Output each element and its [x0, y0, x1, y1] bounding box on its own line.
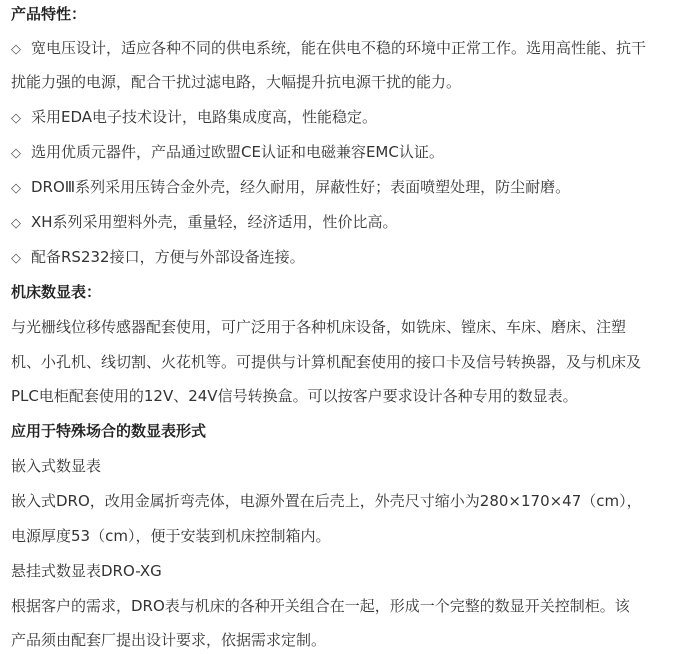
feature-item	[11, 247, 685, 269]
features-heading: 产品特性：	[11, 5, 87, 23]
machine-paragraph-line: 机、小孔机、线切割、火花机等。可提供与计算机配套使用的接口卡及信号转换器，及与机床及	[11, 353, 642, 371]
diamond-bullet-icon: ◇	[11, 251, 21, 266]
embedded-title: 嵌入式数显表	[11, 457, 102, 475]
diamond-bullet-icon: ◇	[11, 181, 21, 196]
feature-text: 选用优质元器件，产品通过欧盟CE认证和电磁兼容EMC认证。	[31, 143, 444, 161]
special-heading: 应用于特殊场合的数显表形式	[11, 422, 207, 440]
hanging-paragraph-line: 产品须由配套厂提出设计要求，依据需求定制。	[11, 631, 327, 649]
feature-item	[11, 177, 685, 199]
diamond-bullet-icon: ◇	[11, 216, 21, 231]
diamond-bullet-icon: ◇	[11, 146, 21, 161]
feature-text: DROⅢ系列采用压铸合金外壳，经久耐用，屏蔽性好；表面喷塑处理，防尘耐磨。	[31, 178, 571, 196]
machine-paragraph-line: 与光栅线位移传感器配套使用，可广泛用于各种机床设备，如铣床、镗床、车床、磨床、注塑	[11, 318, 627, 336]
hanging-paragraph-line: 根据客户的需求，DRO表与机床的各种开关组合在一起，形成一个完整的数显开关控制柜。该	[11, 597, 630, 615]
machine-heading: 机床数显表：	[11, 283, 102, 301]
machine-paragraph-line: PLC电柜配套使用的12V、24V信号转换盒。可以按客户要求设计各种专用的数显表。	[11, 387, 578, 405]
feature-item	[11, 38, 685, 60]
feature-item	[11, 212, 685, 234]
feature-item-continuation: 扰能力强的电源，配合干扰过滤电路，大幅提升抗电源干扰的能力。	[11, 73, 462, 91]
embedded-paragraph-line: 电源厚度53（cm），便于安装到机床控制箱内。	[11, 527, 331, 545]
diamond-bullet-icon: ◇	[11, 42, 21, 57]
feature-text: XH系列采用塑料外壳，重量轻，经济适用，性价比高。	[31, 213, 398, 231]
feature-text: 宽电压设计，适应各种不同的供电系统，能在供电不稳的环境中正常工作。选用高性能、抗干	[31, 39, 647, 57]
feature-text: 配备RS232接口，方便与外部设备连接。	[31, 248, 305, 266]
feature-item	[11, 142, 685, 164]
embedded-paragraph-line: 嵌入式DRO，改用金属折弯壳体，电源外置在后壳上，外壳尺寸缩小为280×170×47（cm），	[11, 492, 642, 510]
diamond-bullet-icon: ◇	[11, 111, 21, 126]
feature-item	[11, 107, 685, 129]
feature-text: 采用EDA电子技术设计，电路集成度高，性能稳定。	[31, 108, 378, 126]
hanging-title: 悬挂式数显表DRO-XG	[11, 562, 162, 580]
